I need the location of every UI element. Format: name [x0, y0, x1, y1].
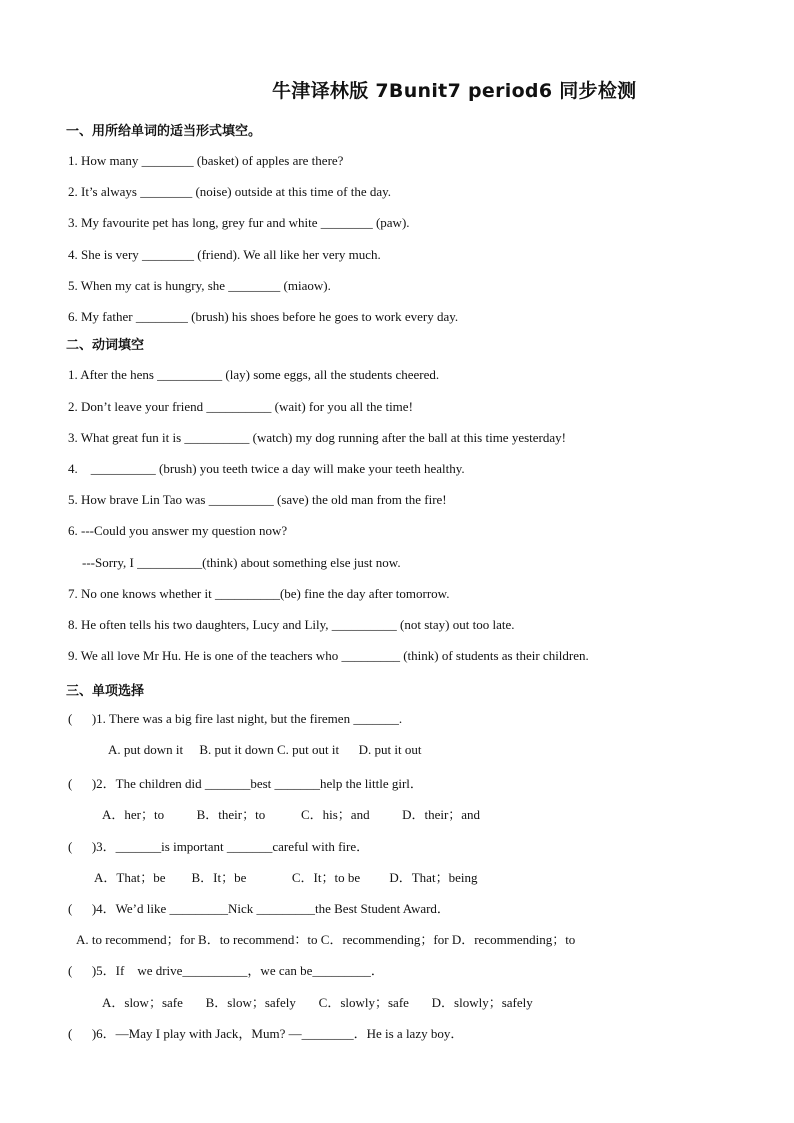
question-line: ( )1. There was a big fire last night, but the firemen _______. [68, 711, 403, 726]
options-line: A. put down it B. put it down C. put out it D. put it out [108, 742, 422, 757]
section-heading-3: 三、单项选择 [66, 684, 145, 699]
question-line: 7. No one knows whether it __________(be) fine the day after tomorrow. [68, 586, 450, 601]
options-line: A. to recommend；for B．to recommend：to C．recommending；for D．recommending；to [76, 932, 576, 947]
question-line: 1. How many ________ (basket) of apples are there? [68, 153, 344, 168]
page-title: 牛津译林版 7Bunit7 period6 同步检测 [272, 80, 637, 102]
question-line: 4. She is very ________ (friend). We all like her very much. [68, 247, 381, 262]
question-line: 5. When my cat is hungry, she ________ (miaow). [68, 278, 331, 293]
question-line: 3. What great fun it is __________ (watch) my dog running after the ball at this time yesterday! [68, 430, 566, 445]
question-line: ( )4．We’d like _________Nick _________the Best Student Award． [68, 901, 450, 916]
section-heading-2: 二、动词填空 [66, 338, 145, 353]
question-line: 3. My favourite pet has long, grey fur and white ________ (paw). [68, 215, 410, 230]
question-line: 2. It’s always ________ (noise) outside at this time of the day. [68, 184, 392, 199]
question-line: 6. ---Could you answer my question now? [68, 523, 288, 538]
question-line: ( )2．The children did _______best _______help the little girl． [68, 776, 423, 791]
answer-line: ---Sorry, I __________(think) about something else just now. [82, 555, 401, 570]
options-line: A．That；be B．It；be C．It；to be D．That；being [94, 870, 478, 885]
question-line: 9. We all love Mr Hu. He is one of the teachers who _________ (think) of students as their children. [68, 648, 589, 663]
section-heading-1: 一、用所给单词的适当形式填空。 [66, 124, 262, 139]
question-line: ( )5．If we drive__________，we can be_________． [68, 963, 384, 978]
question-line: ( )3．_______is important _______careful with fire． [68, 839, 370, 854]
question-line: 5. How brave Lin Tao was __________ (save) the old man from the fire! [68, 492, 447, 507]
options-line: A．her；to B．their；to C．his；and D．their；and [102, 807, 481, 822]
question-line: 2. Don’t leave your friend __________ (wait) for you all the time! [68, 399, 413, 414]
options-line: A．slow；safe B．slow；safely C．slowly；safe D．slowly；safely [102, 995, 533, 1010]
question-line: 4. __________ (brush) you teeth twice a day will make your teeth healthy. [68, 461, 465, 476]
question-line: 8. He often tells his two daughters, Lucy and Lily, __________ (not stay) out too late. [68, 617, 515, 632]
question-line: ( )6．—May I play with Jack，Mum? —________．He is a lazy boy． [68, 1026, 464, 1041]
question-line: 1. After the hens __________ (lay) some eggs, all the students cheered. [68, 367, 440, 382]
question-line: 6. My father ________ (brush) his shoes before he goes to work every day. [68, 309, 459, 324]
